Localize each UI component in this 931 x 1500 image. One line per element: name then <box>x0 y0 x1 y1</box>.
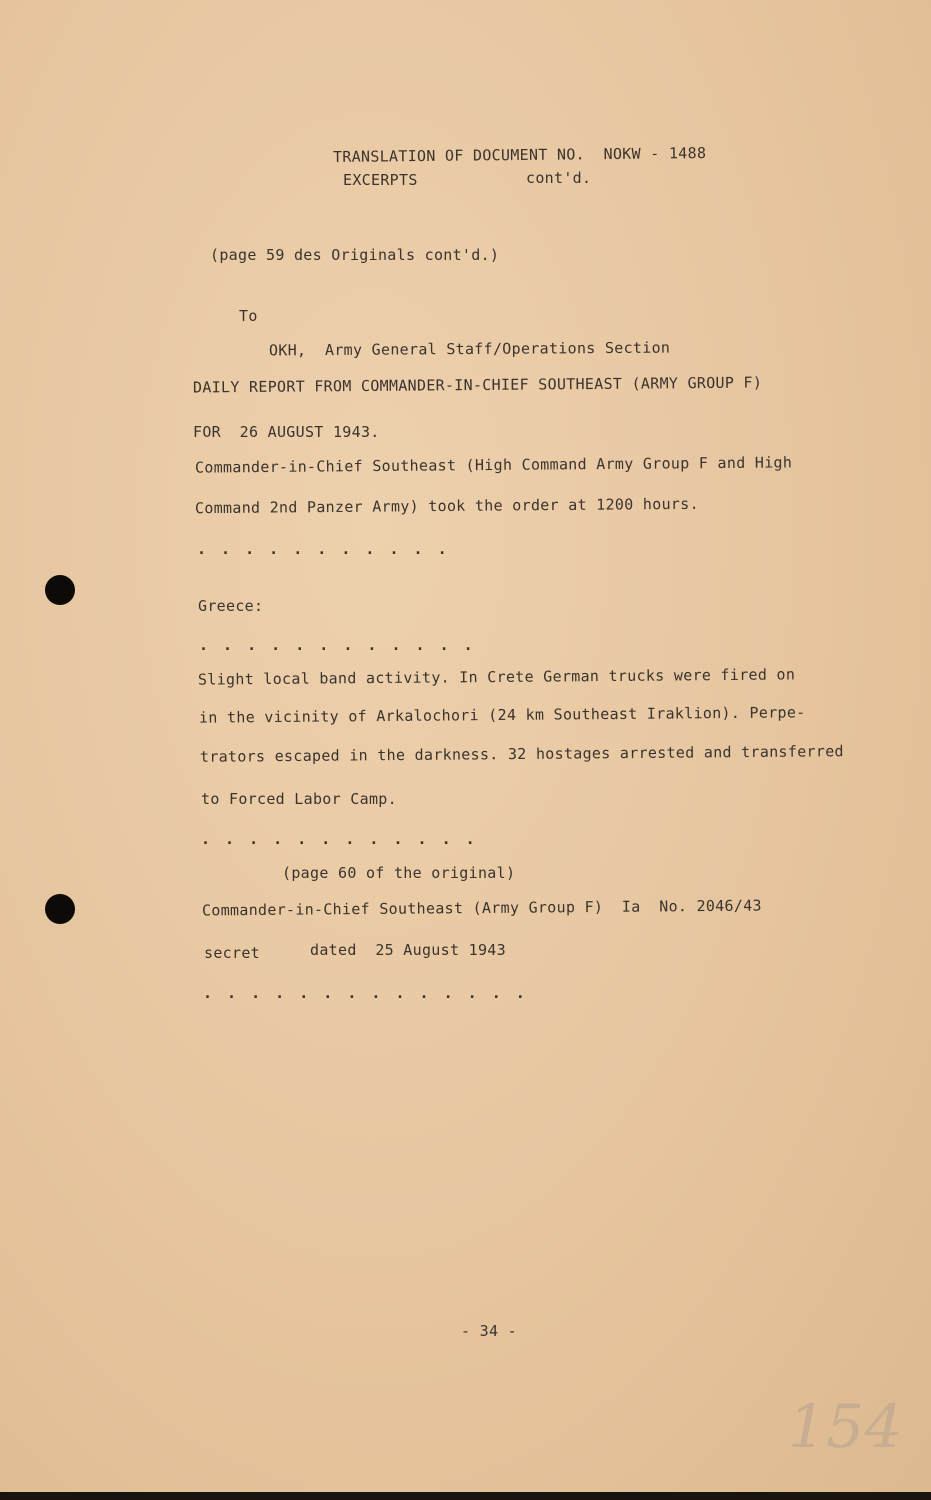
paragraph2-line2: in the vicinity of Arkalochori (24 km Southeast Iraklion). Perpe- <box>198 703 806 727</box>
commander-reference-line: Commander-in-Chief Southeast (Army Group F) Ia No. 2046/43 <box>201 896 762 920</box>
page-number: - 34 - <box>461 1322 517 1340</box>
paragraph2-line1: Slight local band activity. In Crete German trucks were fired on <box>197 665 796 689</box>
secret-label: secret <box>204 944 260 962</box>
header-contd: cont'd. <box>526 169 592 187</box>
punch-hole-bottom <box>45 894 75 924</box>
section-greece: Greece: <box>198 597 264 615</box>
page-reference-60: (page 60 of the original) <box>282 864 516 882</box>
ellipsis-row-1: . . . . . . . . . . . <box>197 540 450 558</box>
scan-bottom-edge <box>0 1492 931 1500</box>
header-excerpts: EXCERPTS <box>343 171 418 189</box>
ellipsis-row-3: . . . . . . . . . . . . <box>201 830 478 848</box>
header-title: TRANSLATION OF DOCUMENT NO. NOKW - 1488 <box>332 144 707 166</box>
ellipsis-row-2: . . . . . . . . . . . . <box>199 636 476 654</box>
to-label: To <box>239 307 258 325</box>
ellipsis-row-4: . . . . . . . . . . . . . . <box>203 984 528 1002</box>
paragraph2-line3: trators escaped in the darkness. 32 hostages arrested and transferred <box>199 742 844 766</box>
punch-hole-top <box>45 575 75 605</box>
report-title-line1: DAILY REPORT FROM COMMANDER-IN-CHIEF SOUTHEAST (ARMY GROUP F) <box>192 373 763 397</box>
paragraph2-line4: to Forced Labor Camp. <box>201 790 397 808</box>
paragraph1-line2: Command 2nd Panzer Army) took the order at 1200 hours. <box>194 494 699 518</box>
dated-line: dated 25 August 1943 <box>310 941 506 959</box>
report-title-line2: FOR 26 AUGUST 1943. <box>193 423 380 441</box>
recipient-line: OKH, Army General Staff/Operations Section <box>268 338 671 360</box>
page-reference-59: (page 59 des Originals cont'd.) <box>210 246 500 264</box>
handwritten-page-number: 154 <box>788 1392 903 1462</box>
paragraph1-line1: Commander-in-Chief Southeast (High Command Army Group F and High <box>194 453 793 477</box>
